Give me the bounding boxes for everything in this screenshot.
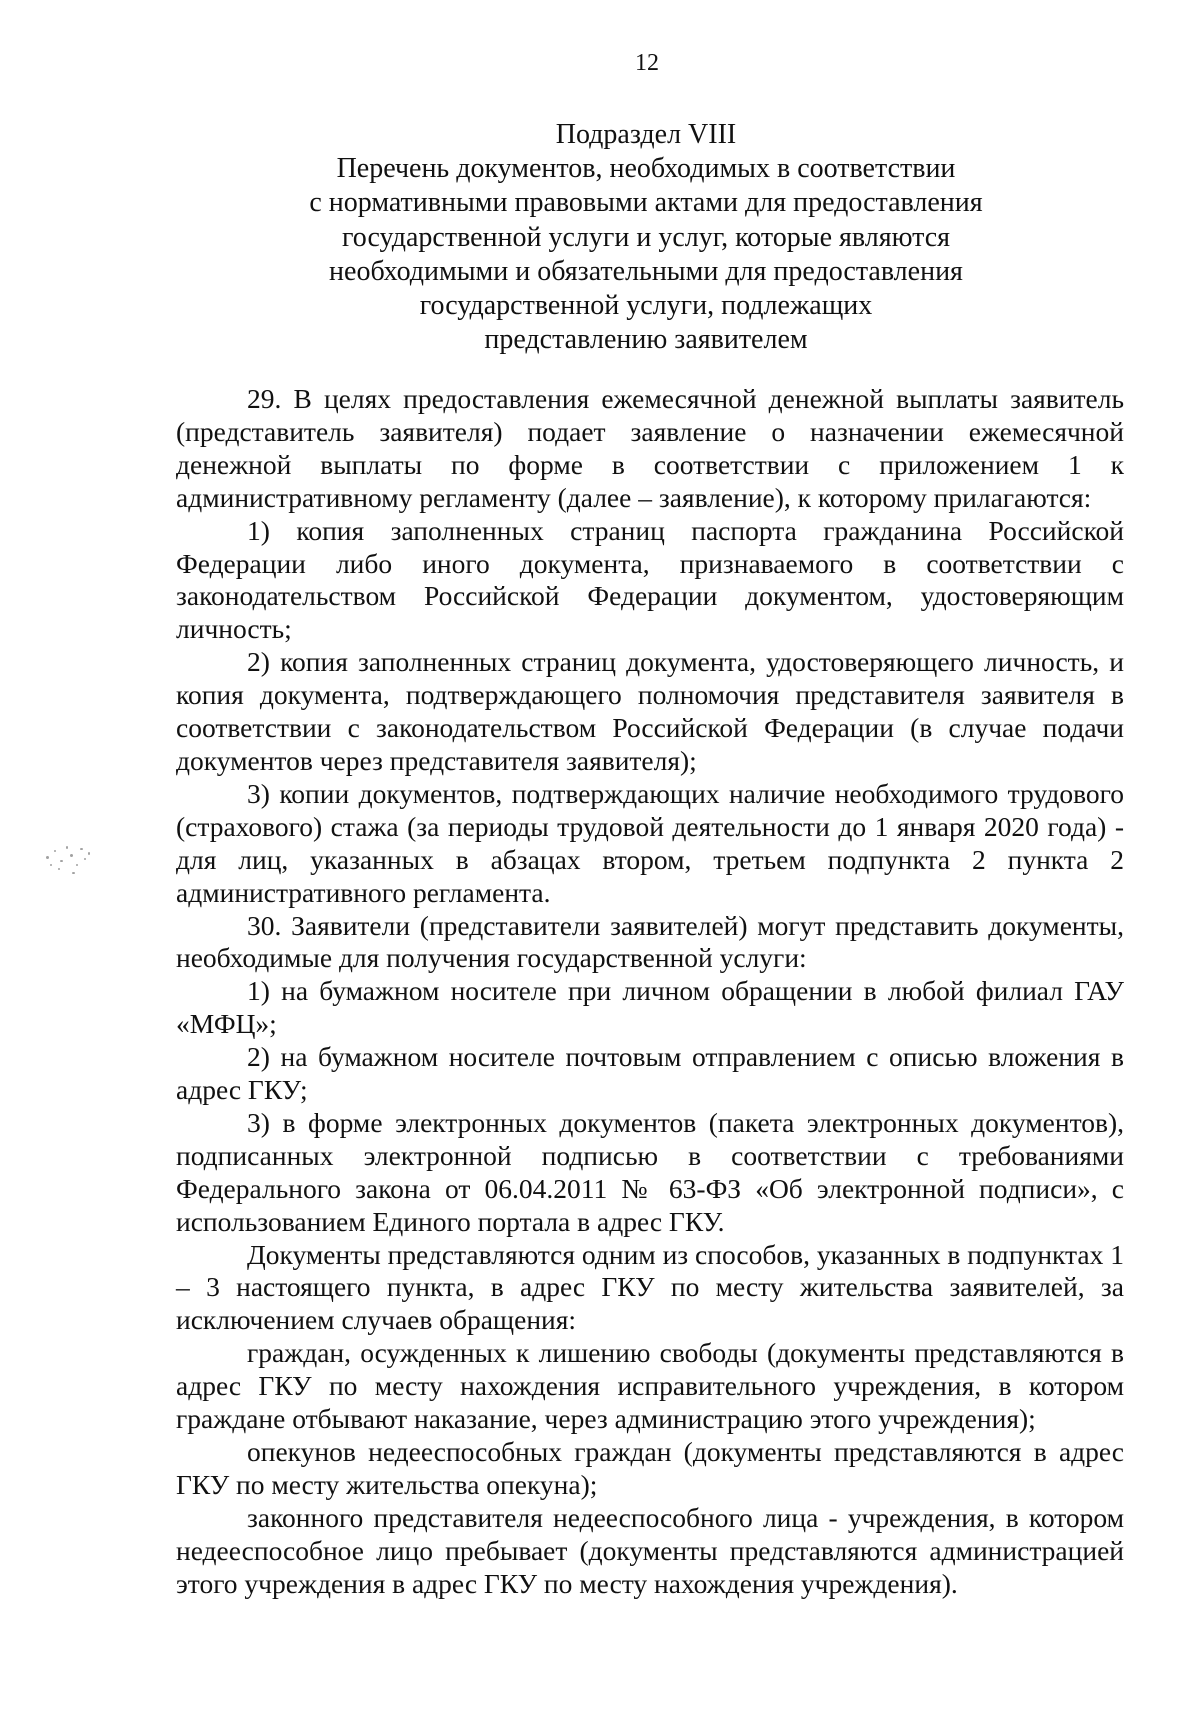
heading-line: Перечень документов, необходимых в соответствии bbox=[336, 153, 956, 185]
page-number: 12 bbox=[635, 50, 659, 76]
heading-line: государственной услуги и услуг, которые являются bbox=[341, 221, 951, 253]
exception-guardians: опекунов недееспособных граждан (документы представляются в адрес ГКУ по месту жительства опекуна); bbox=[176, 1436, 1124, 1500]
heading-line: необходимыми и обязательными для предоставления bbox=[329, 255, 963, 287]
list-item-29-2: 2) копия заполненных страниц документа, удостоверяющего личность, и копия документа, подтверждающего полномочия представителя заявителя в соответствии с законодательством Российской Федерации (в случае подачи документов через представителя заявителя); bbox=[176, 646, 1124, 776]
heading-line: представлению заявителем bbox=[484, 324, 808, 356]
document-body bbox=[176, 383, 1124, 1601]
list-item-29-3: 3) копии документов, подтверждающих наличие необходимого трудового (страхового) стажа (за периоды трудовой деятельности до 1 января 2020 года) - для лиц, указанных в абзацах втором, третьем подпункта 2 пункта 2 административного регламента. bbox=[176, 777, 1124, 908]
exception-legal-representative: законного представителя недееспособного лица - учреждения, в котором недееспособное лицо пребывает (документы представляются администрацией этого учреждения в адрес ГКУ по месту нахождения учреждения). bbox=[176, 1501, 1124, 1599]
heading-line: с нормативными правовыми актами для предоставления bbox=[309, 187, 983, 219]
section-heading bbox=[296, 118, 996, 357]
scan-speckle-artifact bbox=[40, 838, 96, 882]
list-item-30-3: 3) в форме электронных документов (пакета электронных документов), подписанных электронной подписью в соответствии с требованиями Федерального закона от 06.04.2011 № 63-ФЗ «Об электронной подписи», с использованием Единого портала в адрес ГКУ. bbox=[176, 1106, 1124, 1237]
heading-line: государственной услуги, подлежащих bbox=[419, 290, 873, 322]
list-item-29-1: 1) копия заполненных страниц паспорта гражданина Российской Федерации либо иного документа, признаваемого в соответствии с законодательством Российской Федерации документом, удостоверяющим личность; bbox=[176, 514, 1124, 645]
list-item-30-1: 1) на бумажном носителе при личном обращении в любой филиал ГАУ «МФЦ»; bbox=[176, 975, 1124, 1040]
paragraph-29: 29. В целях предоставления ежемесячной денежной выплаты заявитель (представитель заявителя) подает заявление о назначении ежемесячной денежной выплаты по форме в соответствии с приложением 1 к административному регламенту (далее – заявление), к которому прилагаются: bbox=[176, 383, 1124, 513]
list-item-30-2: 2) на бумажном носителе почтовым отправлением с описью вложения в адрес ГКУ; bbox=[176, 1041, 1124, 1106]
heading-subsection-title: Подраздел VIII bbox=[555, 119, 737, 150]
paragraph-30: 30. Заявители (представители заявителей) могут представить документы, необходимые для получения государственной услуги: bbox=[176, 909, 1124, 974]
paragraph-delivery-methods: Документы представляются одним из способов, указанных в подпунктах 1 – 3 настоящего пункта, в адрес ГКУ по месту жительства заявителей, за исключением случаев обращения: bbox=[176, 1238, 1124, 1336]
exception-convicted-citizens: граждан, осужденных к лишению свободы (документы представляются в адрес ГКУ по месту нахождения исправительного учреждения, в котором граждане отбывают наказание, через администрацию этого учреждения); bbox=[176, 1337, 1124, 1435]
